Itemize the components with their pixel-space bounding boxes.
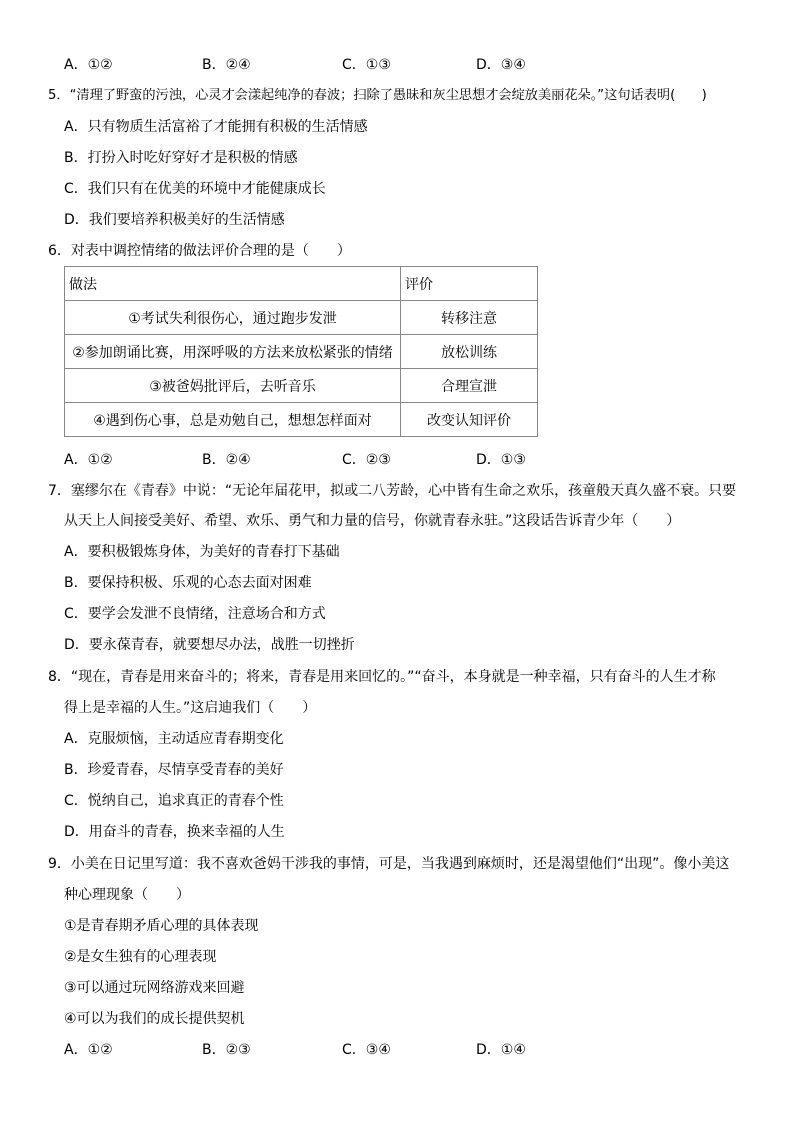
q6-table-evaluation: 转移注意	[401, 301, 538, 335]
q6-table-header-evaluation: 评价	[401, 267, 538, 301]
q6-table-header-row	[65, 267, 538, 301]
q9-item-4: ④可以为我们的成长提供契机	[64, 1011, 245, 1027]
q9-option-a: A．①②	[64, 1042, 113, 1058]
q6-table	[64, 266, 538, 437]
q6-table-evaluation: 放松训练	[401, 335, 538, 369]
q6-table-method: ①考试失利很伤心，通过跑步发泄	[65, 301, 401, 335]
q4-option-b: B．②④	[202, 57, 251, 73]
q7-choice-b: B．要保持积极、乐观的心态去面对困难	[64, 575, 312, 591]
q7-stem-line1: 7．塞缪尔在《青春》中说：“无论年届花甲，拟或二八芳龄，心中皆有生命之欢乐，孩童般天真久盛不衰。只要	[48, 483, 737, 499]
q5-choice-d: D．我们要培养积极美好的生活情感	[64, 212, 285, 228]
q7-choice-c: C．要学会发泄不良情绪，注意场合和方式	[64, 606, 326, 622]
q6-option-d: D．①③	[476, 452, 526, 468]
q9-stem-line2: 种心理现象（ ）	[64, 887, 190, 903]
q5-choice-a: A．只有物质生活富裕了才能拥有积极的生活情感	[64, 119, 368, 135]
q6-table-header-method: 做法	[65, 267, 401, 301]
q5-stem: 5．“清理了野蛮的污浊，心灵才会漾起纯净的春波；扫除了愚昧和灰尘思想才会绽放美丽花朵。”这句话表明( )	[48, 88, 707, 103]
q6-option-a: A．①②	[64, 452, 113, 468]
q7-choice-d: D．要永葆青春，就要想尽办法，战胜一切挫折	[64, 637, 355, 653]
q9-stem-line1: 9．小美在日记里写道：我不喜欢爸妈干涉我的事情，可是，当我遇到麻烦时，还是渴望他们“出现”。像小美这	[48, 856, 730, 872]
q6-table-method: ②参加朗诵比赛，用深呼吸的方法来放松紧张的情绪	[65, 335, 401, 369]
q7-stem-line2: 从天上人间接受美好、希望、欢乐、勇气和力量的信号，你就青春永驻。”这段话告诉青少年（ ）	[64, 513, 681, 529]
q6-stem: 6．对表中调控情绪的做法评价合理的是（ ）	[48, 243, 351, 259]
q9-option-c: C．③④	[342, 1042, 391, 1058]
q6-table-evaluation: 合理宣泄	[401, 369, 538, 403]
q9-item-2: ②是女生独有的心理表现	[64, 949, 217, 965]
q8-choice-a: A．克服烦恼，主动适应青春期变化	[64, 731, 284, 747]
q6-table-method: ④遇到伤心事，总是劝勉自己，想想怎样面对	[65, 403, 401, 437]
q5-choice-b: B．打扮入时吃好穿好才是积极的情感	[64, 150, 298, 166]
q9-option-b: B．②③	[202, 1042, 251, 1058]
q9-item-3: ③可以通过玩网络游戏来回避	[64, 980, 245, 996]
table-row	[65, 335, 538, 369]
q8-choice-c: C．悦纳自己，追求真正的青春个性	[64, 793, 284, 809]
q4-option-d: D．③④	[476, 57, 526, 73]
q6-option-c: C．②③	[342, 452, 391, 468]
q5-choice-c: C．我们只有在优美的环境中才能健康成长	[64, 181, 326, 197]
q4-option-c: C．①③	[342, 57, 391, 73]
q4-option-a: A．①②	[64, 57, 113, 73]
q9-option-d: D．①④	[476, 1042, 526, 1058]
q8-stem-line1: 8．“现在，青春是用来奋斗的；将来，青春是用来回忆的。”“奋斗，本身就是一种幸福，只有奋斗的人生才称	[48, 669, 716, 685]
q9-item-1: ①是青春期矛盾心理的具体表现	[64, 918, 259, 934]
table-row	[65, 369, 538, 403]
q8-choice-d: D．用奋斗的青春，换来幸福的人生	[64, 824, 285, 840]
q8-stem-line2: 得上是幸福的人生。”这启迪我们（ ）	[64, 700, 317, 716]
q6-table-evaluation: 改变认知评价	[401, 403, 538, 437]
q7-choice-a: A．要积极锻炼身体，为美好的青春打下基础	[64, 544, 340, 560]
table-row	[65, 301, 538, 335]
q6-table-method: ③被爸妈批评后，去听音乐	[65, 369, 401, 403]
table-row	[65, 403, 538, 437]
q6-option-b: B．②④	[202, 452, 251, 468]
q8-choice-b: B．珍爱青春，尽情享受青春的美好	[64, 762, 284, 778]
